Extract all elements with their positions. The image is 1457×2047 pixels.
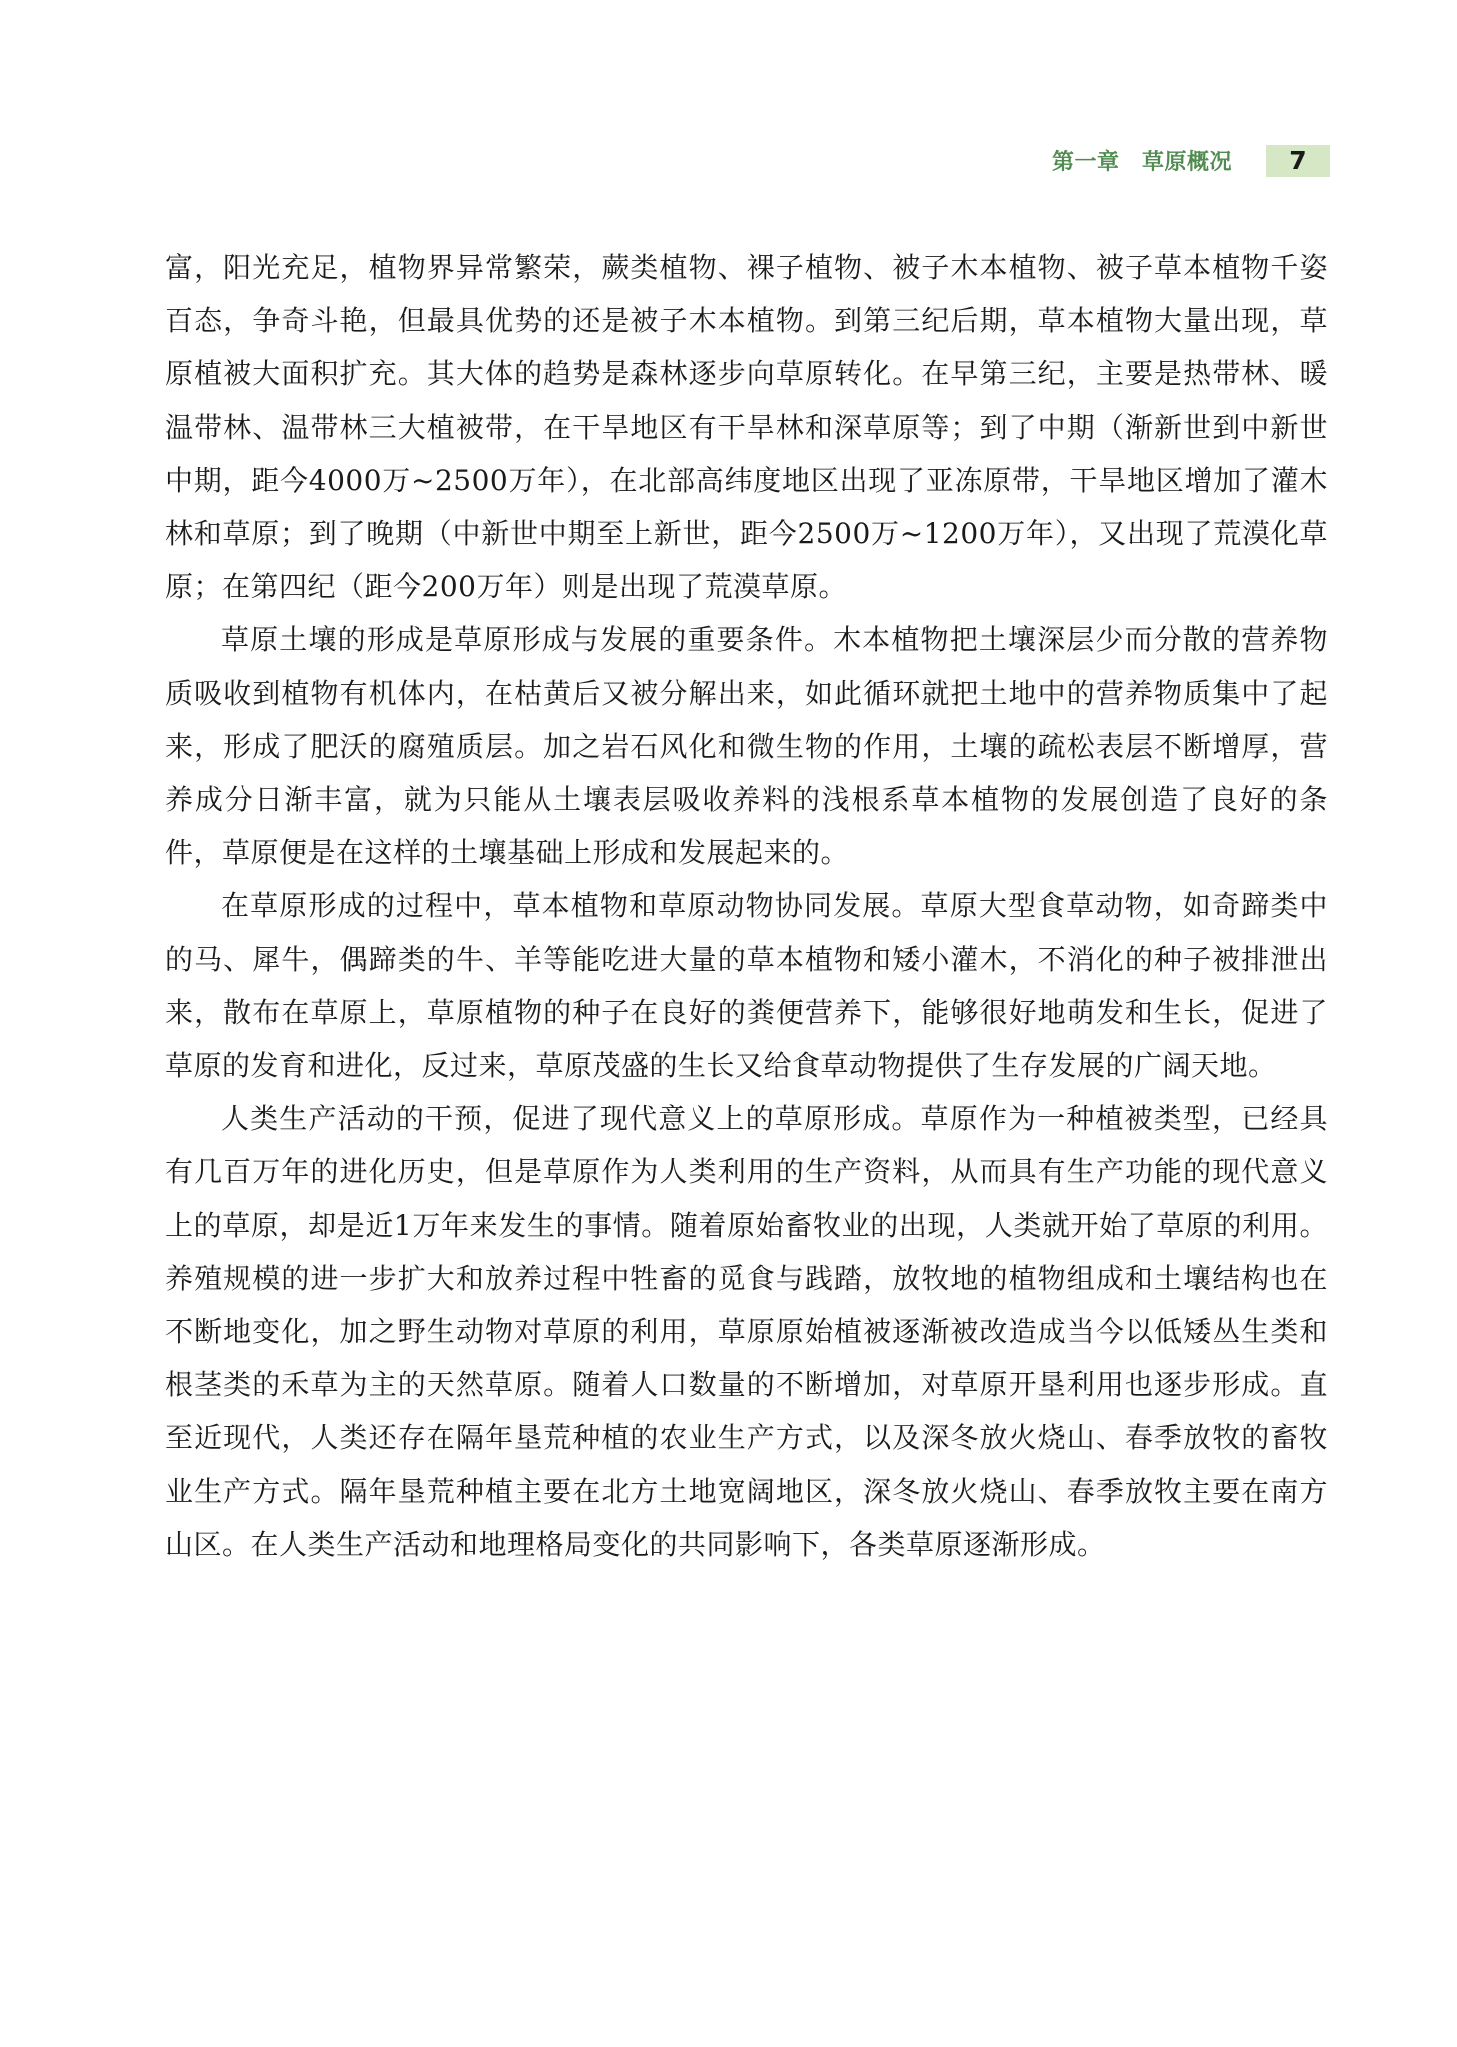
chapter-title: 第一章 草原概况: [1051, 150, 1232, 175]
body-text: [165, 241, 1328, 1571]
running-header: [1052, 144, 1330, 177]
paragraph-plant-animal-coevolution: 在草原形成的过程中，草本植物和草原动物协同发展。草原大型食草动物，如奇蹄类中的马、犀牛，偶蹄类的牛、羊等能吃进大量的草本植物和矮小灌木，不消化的种子被排泄出来，散布在草原上，草原植物的种子在良好的粪便营养下，能够很好地萌发和生长，促进了草原的发育和进化，反过来，草原茂盛的生长又给食草动物提供了生存发展的广阔天地。: [165, 889, 1328, 1083]
paragraph-soil-formation: 草原土壤的形成是草原形成与发展的重要条件。木本植物把土壤深层少而分散的营养物质吸收到植物有机体内，在枯黄后又被分解出来，如此循环就把土地中的营养物质集中了起来，形成了肥沃的腐殖质层。加之岩石风化和微生物的作用，土壤的疏松表层不断增厚，营养成分日渐丰富，就为只能从土壤表层吸收养料的浅根系草本植物的发展创造了良好的条件，草原便是在这样的土壤基础上形成和发展起来的。: [165, 623, 1328, 870]
page-number: 7: [1266, 145, 1330, 177]
paragraph-human-activity: 人类生产活动的干预，促进了现代意义上的草原形成。草原作为一种植被类型，已经具有几百万年的进化历史，但是草原作为人类利用的生产资料，从而具有生产功能的现代意义上的草原，却是近1万年来发生的事情。随着原始畜牧业的出现，人类就开始了草原的利用。养殖规模的进一步扩大和放养过程中牲畜的觅食与践踏，放牧地的植物组成和土壤结构也在不断地变化，加之野生动物对草原的利用，草原原始植被逐渐被改造成当今以低矮丛生类和根茎类的禾草为主的天然草原。随着人口数量的不断增加，对草原开垦利用也逐步形成。直至近现代，人类还存在隔年垦荒种植的农业生产方式，以及深冬放火烧山、春季放牧的畜牧业生产方式。隔年垦荒种植主要在北方土地宽阔地区，深冬放火烧山、春季放牧主要在南方山区。在人类生产活动和地理格局变化的共同影响下，各类草原逐渐形成。: [165, 1102, 1328, 1561]
paragraph-continuation: 富，阳光充足，植物界异常繁荣，蕨类植物、裸子植物、被子木本植物、被子草本植物千姿百态，争奇斗艳，但最具优势的还是被子木本植物。到第三纪后期，草本植物大量出现，草原植被大面积扩充。其大体的趋势是森林逐步向草原转化。在早第三纪，主要是热带林、暖温带林、温带林三大植被带，在干旱地区有干旱林和深草原等；到了中期（渐新世到中新世中期，距今4000万~2500万年），在北部高纬度地区出现了亚冻原带，干旱地区增加了灌木林和草原；到了晚期（中新世中期至上新世，距今2500万~1200万年），又出现了荒漠化草原；在第四纪（距今200万年）则是出现了荒漠草原。: [165, 251, 1328, 604]
